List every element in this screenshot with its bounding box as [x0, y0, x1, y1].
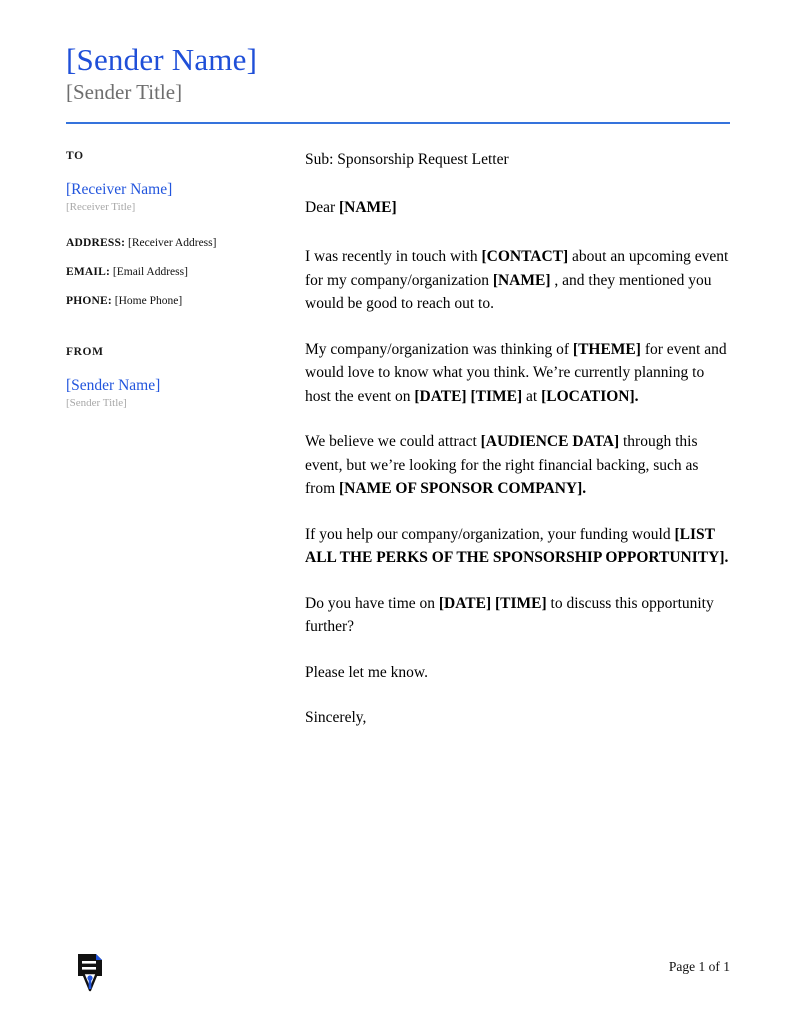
document-pen-nib-logo-icon: [74, 952, 106, 992]
p1-text-c: , and they mentioned you would be good to reach out to.: [305, 271, 712, 312]
p2-text-a: My company/organization was thinking of: [305, 340, 573, 358]
salutation-placeholder: [NAME]: [339, 199, 397, 216]
p4-placeholder-perks: [LIST ALL THE PERKS OF THE SPONSORSHIP OPPORTUNITY].: [305, 525, 729, 566]
p1-text-b: about an upcoming event for my company/organization: [305, 248, 729, 289]
p2-placeholder-datetime: [DATE] [TIME]: [414, 387, 523, 405]
to-heading: TO: [66, 150, 84, 162]
receiver-email-label: EMAIL:: [66, 266, 111, 278]
from-block: [66, 346, 281, 410]
p5-placeholder-datetime: [DATE] [TIME]: [438, 594, 547, 612]
paragraph-audience: [305, 430, 730, 501]
p2-text-b: for event and would love to know what you think. We’re currently planning to host the event on: [305, 340, 727, 405]
p3-placeholder-audience: [AUDIENCE DATA]: [480, 433, 620, 450]
header-divider: [66, 122, 730, 124]
receiver-email-row: [66, 265, 281, 280]
paragraph-meeting-request: [305, 592, 730, 639]
p2-placeholder-location: [LOCATION].: [541, 387, 639, 405]
to-block: [66, 150, 281, 323]
receiver-contact-fields: [66, 236, 281, 309]
subject-line: Sub: Sponsorship Request Letter: [305, 151, 509, 168]
receiver-phone-value: [Home Phone]: [114, 295, 183, 307]
letterhead-sender-name: [Sender Name]: [66, 42, 258, 77]
p5-text-a: Do you have time on: [305, 594, 439, 612]
receiver-email-value: [Email Address]: [112, 266, 188, 278]
p3-text-a: We believe we could attract: [305, 433, 481, 450]
letterhead: [66, 42, 730, 105]
receiver-phone-row: [66, 294, 281, 309]
p1-placeholder-name: [NAME]: [492, 271, 551, 289]
from-sender-name: [Sender Name]: [66, 377, 161, 394]
salutation-prefix: Dear: [305, 199, 339, 216]
receiver-address-label: ADDRESS:: [66, 237, 126, 249]
p2-text-c: at: [522, 387, 542, 405]
p4-text-a: If you help our company/organization, your funding would: [305, 525, 675, 543]
p3-placeholder-sponsor: [NAME OF SPONSOR COMPANY].: [339, 480, 587, 497]
paragraph-intro: [305, 245, 730, 316]
receiver-address-row: [66, 236, 281, 251]
receiver-phone-label: PHONE:: [66, 295, 112, 307]
receiver-address-value: [Receiver Address]: [128, 237, 217, 249]
receiver-name: [Receiver Name]: [66, 181, 173, 198]
letter-body: [305, 149, 730, 752]
salutation-line: [305, 197, 730, 219]
from-sender-title: [Sender Title]: [66, 397, 127, 409]
paragraph-closing-note: Please let me know.: [305, 663, 428, 681]
from-heading: FROM: [66, 346, 104, 358]
page-number: Page 1 of 1: [668, 959, 730, 974]
p1-placeholder-contact: [CONTACT]: [481, 248, 569, 265]
letterhead-sender-title: [Sender Title]: [66, 80, 183, 104]
p5-text-b: to discuss this opportunity further?: [305, 594, 714, 635]
paragraph-event-details: [305, 338, 730, 409]
signoff: Sincerely,: [305, 709, 367, 726]
paragraph-perks: [305, 523, 730, 570]
p3-text-b: through this event, but we’re looking for the right financial backing, such as from: [305, 433, 699, 497]
receiver-title: [Receiver Title]: [66, 201, 136, 213]
p1-text-a: I was recently in touch with: [305, 248, 482, 265]
p2-placeholder-theme: [THEME]: [572, 340, 641, 358]
